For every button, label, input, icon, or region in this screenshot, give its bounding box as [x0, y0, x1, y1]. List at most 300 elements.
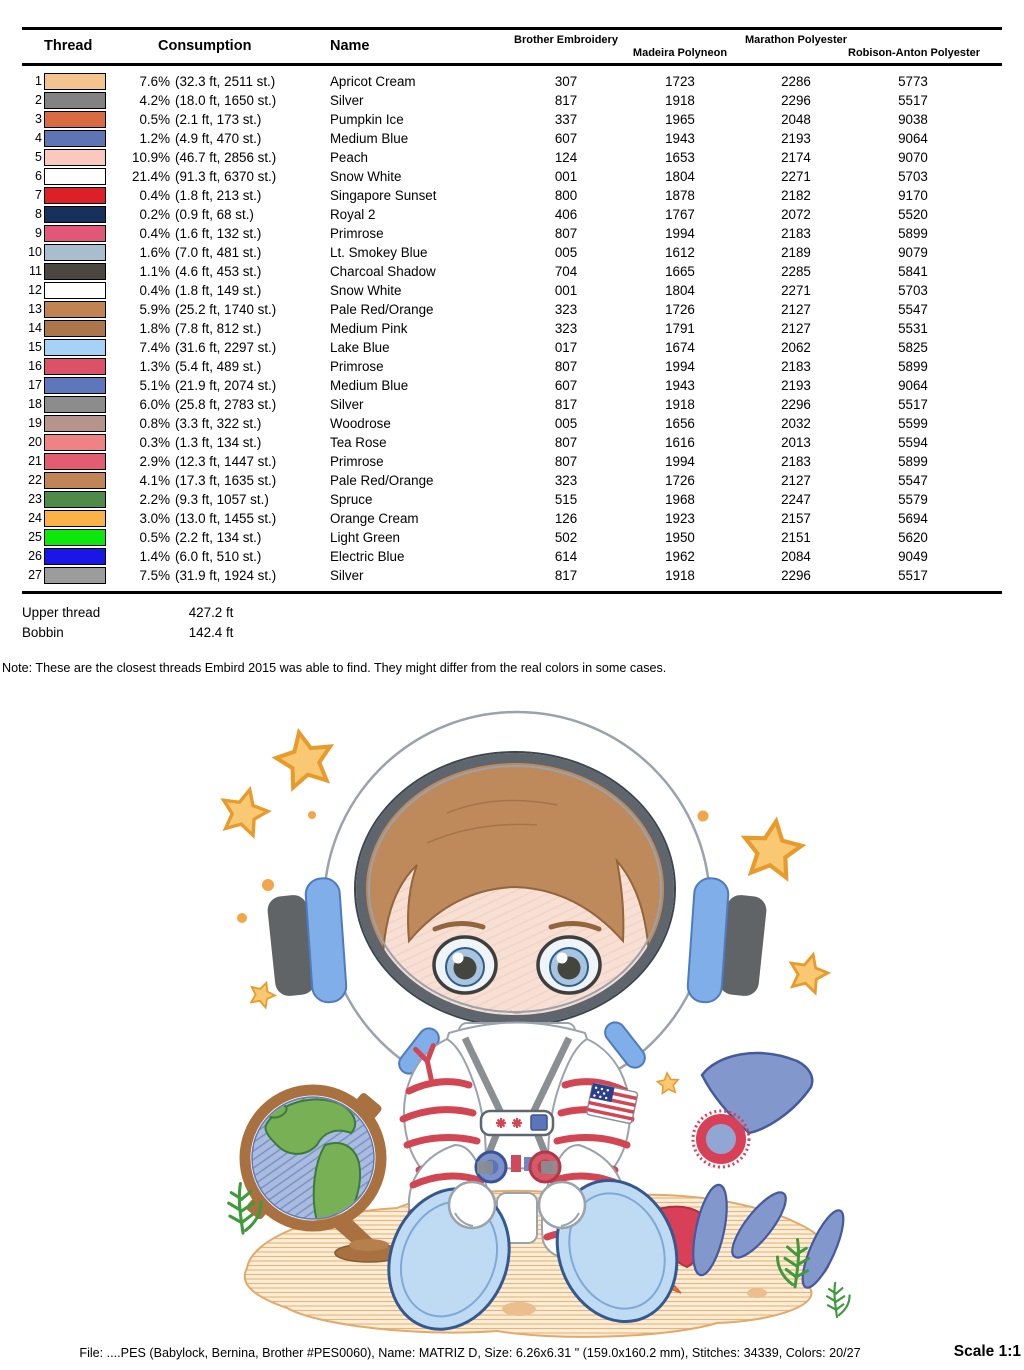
scale-label: Scale 1:1 [953, 1343, 1021, 1360]
madeira-code: 1653 [665, 150, 695, 165]
madeira-code: 1804 [665, 283, 695, 298]
thread-number: 17 [28, 378, 42, 392]
consumption-detail: (0.9 ft, 68 st.) [175, 207, 254, 222]
thread-consumption [106, 376, 330, 395]
madeira-code: 1968 [665, 492, 695, 507]
thread-color-name: Charcoal Shadow [330, 264, 436, 279]
thread-color-name: Primrose [330, 454, 384, 469]
brother-code: 124 [554, 150, 578, 165]
thread-row [22, 566, 1002, 585]
column-header-consumption: Consumption [158, 38, 252, 54]
thread-color-name: Medium Blue [330, 378, 409, 393]
thread-color-swatch [44, 301, 106, 318]
consumption-percent: 1.2% [139, 131, 170, 146]
robison-anton-code: 5703 [898, 283, 928, 298]
marathon-code: 2189 [781, 245, 811, 260]
thread-consumption [106, 414, 330, 433]
consumption-detail: (1.3 ft, 134 st.) [175, 435, 262, 450]
brother-code: 817 [554, 568, 578, 583]
thread-row [22, 338, 1002, 357]
thread-row [22, 452, 1002, 471]
consumption-percent: 0.4% [139, 226, 170, 241]
brother-code: 005 [554, 416, 578, 431]
thread-number: 1 [35, 74, 42, 88]
thread-row [22, 414, 1002, 433]
thread-row [22, 490, 1002, 509]
marathon-code: 2157 [781, 511, 811, 526]
marathon-code: 2062 [781, 340, 811, 355]
consumption-percent: 1.1% [139, 264, 170, 279]
consumption-detail: (46.7 ft, 2856 st.) [175, 150, 277, 165]
consumption-percent: 1.6% [139, 245, 170, 260]
thread-row [22, 262, 1002, 281]
brother-code: 126 [554, 511, 578, 526]
thread-row [22, 509, 1002, 528]
thread-row [22, 528, 1002, 547]
thread-consumption [106, 338, 330, 357]
thread-number: 24 [28, 511, 42, 525]
consumption-detail: (1.6 ft, 132 st.) [175, 226, 262, 241]
brother-code: 337 [554, 112, 578, 127]
robison-anton-code: 9070 [898, 150, 928, 165]
marathon-code: 2084 [781, 549, 811, 564]
thread-row [22, 281, 1002, 300]
thread-color-swatch [44, 491, 106, 508]
thread-row [22, 91, 1002, 110]
thread-consumption [106, 433, 330, 452]
robison-anton-code: 5899 [898, 454, 928, 469]
consumption-percent: 1.3% [139, 359, 170, 374]
robison-anton-code: 9038 [898, 112, 928, 127]
upper-thread-label: Upper thread [22, 605, 101, 620]
marathon-code: 2247 [781, 492, 811, 507]
thread-row [22, 357, 1002, 376]
consumption-detail: (21.9 ft, 2074 st.) [175, 378, 277, 393]
consumption-percent: 2.9% [139, 454, 170, 469]
consumption-detail: (2.2 ft, 134 st.) [175, 530, 262, 545]
note-text: Note: These are the closest threads Embird 2015 was able to find. They might differ from the real colors in some cases. [2, 661, 667, 675]
thread-number: 12 [28, 283, 42, 297]
thread-color-name: Apricot Cream [330, 74, 416, 89]
thread-color-name: Royal 2 [330, 207, 376, 222]
robison-anton-code: 5599 [898, 416, 928, 431]
marathon-code: 2072 [781, 207, 811, 222]
madeira-code: 1612 [665, 245, 695, 260]
brother-code: 807 [554, 359, 578, 374]
thread-number: 25 [28, 530, 42, 544]
thread-row [22, 224, 1002, 243]
consumption-percent: 1.8% [139, 321, 170, 336]
thread-color-name: Spruce [330, 492, 373, 507]
brother-code: 001 [554, 283, 578, 298]
thread-consumption [106, 319, 330, 338]
thread-consumption [106, 224, 330, 243]
thread-color-swatch [44, 168, 106, 185]
madeira-code: 1965 [665, 112, 695, 127]
thread-color-swatch [44, 472, 106, 489]
robison-anton-code: 5520 [898, 207, 928, 222]
marathon-code: 2151 [781, 530, 811, 545]
madeira-code: 1674 [665, 340, 695, 355]
consumption-percent: 4.1% [139, 473, 170, 488]
thread-row [22, 395, 1002, 414]
thread-color-swatch [44, 130, 106, 147]
thread-row [22, 471, 1002, 490]
marathon-code: 2183 [781, 454, 811, 469]
marathon-code: 2193 [781, 378, 811, 393]
thread-table-body [22, 66, 1002, 594]
bobbin-value: 142.4 ft [188, 624, 234, 640]
brother-code: 807 [554, 435, 578, 450]
thread-number: 22 [28, 473, 42, 487]
brother-code: 704 [554, 264, 578, 279]
consumption-percent: 4.2% [139, 93, 170, 108]
robison-anton-code: 5547 [898, 302, 928, 317]
marathon-code: 2271 [781, 283, 811, 298]
madeira-code: 1962 [665, 549, 695, 564]
marathon-code: 2296 [781, 568, 811, 583]
robison-anton-code: 5594 [898, 435, 928, 450]
consumption-percent: 6.0% [139, 397, 170, 412]
bobbin-row [22, 623, 233, 643]
consumption-detail: (13.0 ft, 1455 st.) [175, 511, 277, 526]
consumption-detail: (1.8 ft, 213 st.) [175, 188, 262, 203]
thread-color-name: Snow White [330, 283, 402, 298]
consumption-detail: (1.8 ft, 149 st.) [175, 283, 262, 298]
madeira-code: 1994 [665, 359, 695, 374]
consumption-percent: 3.0% [139, 511, 170, 526]
thread-totals [22, 603, 233, 642]
marathon-code: 2048 [781, 112, 811, 127]
thread-consumption [106, 186, 330, 205]
thread-consumption [106, 205, 330, 224]
marathon-code: 2013 [781, 435, 811, 450]
madeira-code: 1726 [665, 302, 695, 317]
marathon-code: 2286 [781, 74, 811, 89]
robison-anton-code: 9049 [898, 549, 928, 564]
thread-color-swatch [44, 244, 106, 261]
thread-row [22, 300, 1002, 319]
thread-color-name: Woodrose [330, 416, 391, 431]
thread-number: 10 [28, 245, 42, 259]
thread-consumption [106, 395, 330, 414]
madeira-code: 1791 [665, 321, 695, 336]
thread-color-swatch [44, 377, 106, 394]
madeira-code: 1918 [665, 93, 695, 108]
upper-thread-row [22, 603, 233, 623]
robison-anton-code: 5899 [898, 359, 928, 374]
thread-consumption [106, 471, 330, 490]
thread-number: 11 [29, 264, 42, 278]
brother-code: 017 [554, 340, 578, 355]
marathon-code: 2271 [781, 169, 811, 184]
thread-color-swatch [44, 73, 106, 90]
brother-code: 607 [554, 131, 578, 146]
thread-color-swatch [44, 453, 106, 470]
robison-anton-code: 5620 [898, 530, 928, 545]
brother-code: 614 [554, 549, 578, 564]
madeira-code: 1943 [665, 378, 695, 393]
robison-anton-code: 9064 [898, 131, 928, 146]
brother-code: 607 [554, 378, 578, 393]
thread-number: 3 [35, 112, 42, 126]
thread-consumption [106, 528, 330, 547]
consumption-detail: (12.3 ft, 1447 st.) [175, 454, 277, 469]
thread-consumption [106, 547, 330, 566]
brother-code: 323 [554, 473, 578, 488]
thread-number: 18 [28, 397, 42, 411]
thread-color-swatch [44, 206, 106, 223]
robison-anton-code: 5825 [898, 340, 928, 355]
consumption-percent: 0.3% [139, 435, 170, 450]
consumption-detail: (2.1 ft, 173 st.) [175, 112, 262, 127]
marathon-code: 2174 [781, 150, 811, 165]
consumption-percent: 7.4% [139, 340, 170, 355]
brother-code: 807 [554, 454, 578, 469]
consumption-percent: 0.5% [139, 112, 170, 127]
thread-number: 26 [28, 549, 42, 563]
consumption-percent: 21.4% [132, 169, 170, 184]
consumption-detail: (25.8 ft, 2783 st.) [175, 397, 277, 412]
thread-row [22, 129, 1002, 148]
column-header-robison-anton-polyester: Robison-Anton Polyester [848, 47, 981, 59]
thread-number: 19 [28, 416, 42, 430]
thread-consumption [106, 129, 330, 148]
madeira-code: 1767 [665, 207, 695, 222]
brother-code: 502 [554, 530, 578, 545]
robison-anton-code: 5773 [898, 74, 928, 89]
thread-number: 6 [35, 169, 42, 183]
thread-row [22, 205, 1002, 224]
brother-code: 807 [554, 226, 578, 241]
thread-color-swatch [44, 92, 106, 109]
thread-consumption [106, 566, 330, 585]
marathon-code: 2182 [781, 188, 811, 203]
thread-color-name: Lt. Smokey Blue [330, 245, 428, 260]
consumption-detail: (4.6 ft, 453 st.) [175, 264, 262, 279]
thread-color-name: Pale Red/Orange [330, 473, 434, 488]
thread-color-name: Pumpkin Ice [330, 112, 404, 127]
thread-color-swatch [44, 339, 106, 356]
consumption-percent: 10.9% [132, 150, 170, 165]
baby-eye-left [434, 937, 496, 993]
robison-anton-code: 5841 [898, 264, 928, 279]
thread-color-name: Silver [330, 397, 364, 412]
thread-row [22, 167, 1002, 186]
consumption-detail: (31.9 ft, 1924 st.) [175, 568, 277, 583]
madeira-code: 1726 [665, 473, 695, 488]
baby-eye-right [538, 937, 600, 993]
brother-code: 817 [554, 397, 578, 412]
upper-thread-value: 427.2 ft [188, 605, 234, 620]
thread-color-swatch [44, 396, 106, 413]
embroidery-design [197, 693, 857, 1338]
consumption-percent: 0.4% [139, 188, 170, 203]
thread-number: 7 [35, 188, 42, 202]
thread-number: 21 [28, 454, 42, 468]
thread-color-name: Lake Blue [330, 340, 390, 355]
thread-color-swatch [44, 548, 106, 565]
thread-row [22, 186, 1002, 205]
robison-anton-code: 5579 [898, 492, 928, 507]
consumption-percent: 7.5% [139, 568, 170, 583]
thread-color-name: Primrose [330, 226, 384, 241]
madeira-code: 1665 [665, 264, 695, 279]
madeira-code: 1923 [665, 511, 695, 526]
thread-number: 14 [28, 321, 42, 335]
thread-color-swatch [44, 282, 106, 299]
consumption-percent: 0.8% [139, 416, 170, 431]
thread-row [22, 376, 1002, 395]
thread-color-swatch [44, 187, 106, 204]
thread-row [22, 433, 1002, 452]
thread-color-name: Orange Cream [330, 511, 419, 526]
thread-color-name: Silver [330, 568, 364, 583]
madeira-code: 1994 [665, 226, 695, 241]
consumption-percent: 5.9% [139, 302, 170, 317]
thread-color-name: Pale Red/Orange [330, 302, 434, 317]
thread-consumption [106, 148, 330, 167]
marathon-code: 2296 [781, 93, 811, 108]
thread-consumption [106, 72, 330, 91]
thread-color-name: Peach [330, 150, 368, 165]
file-info: File: ....PES (Babylock, Bernina, Brother #PES0060), Name: MATRIZ D, Size: 6.26x6.31 " (159.0x160.2 mm), Stitches: 34339, Colors: 20/27 [79, 1346, 861, 1360]
brother-code: 515 [554, 492, 578, 507]
thread-color-name: Tea Rose [330, 435, 387, 450]
column-header-madeira-polyneon: Madeira Polyneon [632, 47, 728, 59]
thread-color-name: Medium Blue [330, 131, 409, 146]
madeira-code: 1943 [665, 131, 695, 146]
thread-color-name: Snow White [330, 169, 402, 184]
thread-row [22, 319, 1002, 338]
marathon-code: 2032 [781, 416, 811, 431]
thread-color-swatch [44, 225, 106, 242]
thread-consumption [106, 509, 330, 528]
thread-color-swatch [44, 358, 106, 375]
thread-color-name: Primrose [330, 359, 384, 374]
thread-color-name: Singapore Sunset [330, 188, 437, 203]
thread-consumption [106, 357, 330, 376]
helmet-earmuff-left [266, 877, 347, 1003]
thread-consumption [106, 281, 330, 300]
consumption-detail: (31.6 ft, 2297 st.) [175, 340, 277, 355]
consumption-percent: 7.6% [139, 74, 170, 89]
thread-color-name: Electric Blue [330, 549, 405, 564]
brother-code: 001 [554, 169, 578, 184]
thread-number: 4 [35, 131, 42, 145]
consumption-detail: (4.9 ft, 470 st.) [175, 131, 262, 146]
thread-number: 8 [35, 207, 42, 221]
consumption-detail: (25.2 ft, 1740 st.) [175, 302, 277, 317]
thread-row [22, 243, 1002, 262]
thread-number: 23 [28, 492, 42, 506]
thread-consumption [106, 91, 330, 110]
consumption-percent: 2.2% [139, 492, 170, 507]
marathon-code: 2127 [781, 302, 811, 317]
thread-consumption [106, 452, 330, 471]
brother-code: 323 [554, 302, 578, 317]
thread-consumption [106, 490, 330, 509]
marathon-code: 2127 [781, 473, 811, 488]
thread-table-header [22, 27, 1002, 66]
marathon-code: 2183 [781, 359, 811, 374]
thread-color-swatch [44, 510, 106, 527]
consumption-detail: (91.3 ft, 6370 st.) [175, 169, 277, 184]
thread-color-swatch [44, 415, 106, 432]
robison-anton-code: 5517 [898, 397, 928, 412]
madeira-code: 1656 [665, 416, 695, 431]
brother-code: 323 [554, 321, 578, 336]
column-header-brother-embroidery: Brother Embroidery [514, 34, 618, 46]
thread-row [22, 148, 1002, 167]
thread-color-swatch [44, 529, 106, 546]
robison-anton-code: 5531 [898, 321, 928, 336]
madeira-code: 1918 [665, 568, 695, 583]
robison-anton-code: 5547 [898, 473, 928, 488]
consumption-detail: (32.3 ft, 2511 st.) [175, 74, 276, 89]
thread-color-swatch [44, 149, 106, 166]
marathon-code: 2127 [781, 321, 811, 336]
thread-color-swatch [44, 567, 106, 584]
thread-color-name: Light Green [330, 530, 400, 545]
thread-consumption [106, 262, 330, 281]
consumption-percent: 0.5% [139, 530, 170, 545]
thread-consumption [106, 243, 330, 262]
thread-number: 9 [35, 226, 42, 240]
thread-consumption [106, 110, 330, 129]
consumption-percent: 0.4% [139, 283, 170, 298]
consumption-detail: (7.8 ft, 812 st.) [175, 321, 262, 336]
robison-anton-code: 5899 [898, 226, 928, 241]
thread-number: 5 [35, 150, 42, 164]
robison-anton-code: 9064 [898, 378, 928, 393]
brother-code: 307 [554, 74, 578, 89]
madeira-code: 1723 [665, 74, 695, 89]
thread-color-swatch [44, 320, 106, 337]
consumption-detail: (7.0 ft, 481 st.) [175, 245, 262, 260]
thread-number: 16 [28, 359, 42, 373]
thread-number: 20 [28, 435, 42, 449]
thread-number: 15 [28, 340, 42, 354]
madeira-code: 1950 [665, 530, 695, 545]
thread-color-swatch [44, 434, 106, 451]
thread-number: 13 [28, 302, 42, 316]
brother-code: 406 [554, 207, 578, 222]
thread-row [22, 547, 1002, 566]
consumption-percent: 1.4% [139, 549, 170, 564]
robison-anton-code: 5517 [898, 568, 928, 583]
consumption-percent: 5.1% [139, 378, 170, 393]
consumption-detail: (17.3 ft, 1635 st.) [175, 473, 277, 488]
thread-color-swatch [44, 111, 106, 128]
consumption-detail: (3.3 ft, 322 st.) [175, 416, 262, 431]
brother-code: 800 [554, 188, 578, 203]
column-header-marathon-polyester: Marathon Polyester [744, 34, 848, 46]
consumption-detail: (5.4 ft, 489 st.) [175, 359, 262, 374]
brother-code: 817 [554, 93, 578, 108]
madeira-code: 1804 [665, 169, 695, 184]
madeira-code: 1616 [665, 435, 695, 450]
marathon-code: 2296 [781, 397, 811, 412]
footer-caption [0, 1343, 1024, 1368]
thread-table [22, 27, 1002, 594]
bobbin-label: Bobbin [22, 624, 64, 640]
thread-color-swatch [44, 263, 106, 280]
consumption-percent: 0.2% [139, 207, 170, 222]
thread-color-name: Medium Pink [330, 321, 408, 336]
thread-color-name: Silver [330, 93, 364, 108]
robison-anton-code: 9170 [898, 188, 928, 203]
